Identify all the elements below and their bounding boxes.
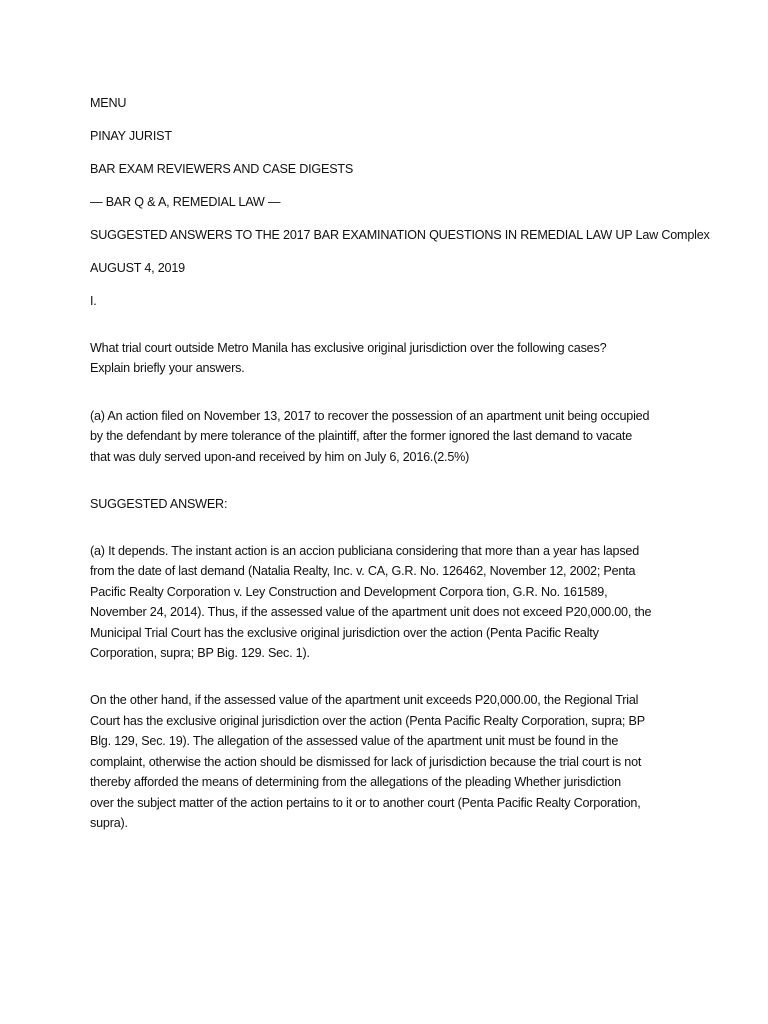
text-line: November 24, 2014). Thus, if the assessed value of the apartment unit does not exceed P20,000.00, the [90,605,652,620]
post-title: SUGGESTED ANSWERS TO THE 2017 BAR EXAMINATION QUESTIONS IN REMEDIAL LAW UP Law Complex [90,228,710,242]
text-line: thereby afforded the means of determining from the allegations of the pleading Whether jurisdiction [90,775,621,790]
text-line: by the defendant by mere tolerance of the plaintiff, after the former ignored the last demand to vacate [90,429,633,444]
text-line: Municipal Trial Court has the exclusive original jurisdiction over the action (Penta Pacific Realty [90,625,599,640]
text-line: over the subject matter of the action pertains to it or to another court (Penta Pacific Realty Corporation, [90,795,641,810]
spacer [90,379,690,406]
site-name[interactable]: PINAY JURIST [90,129,172,143]
text-line: What trial court outside Metro Manila has exclusive original jurisdiction over the following cases? [90,341,607,355]
text-line: (a) It depends. The instant action is an accion publiciana considering that more than a year has lapsed [90,544,640,559]
spacer [90,663,690,690]
text-line: On the other hand, if the assessed value of the apartment unit exceeds P20,000.00, the Regional Trial [90,693,639,708]
spacer [90,514,690,541]
section-number: I. [90,294,97,308]
question-intro [90,338,690,379]
answer-paragraph-2 [90,690,690,833]
text-line: (a) An action filed on November 13, 2017 to recover the possession of an apartment unit being occupied [90,408,650,423]
post-date: AUGUST 4, 2019 [90,261,185,275]
text-line: Corporation, supra; BP Big. 129. Sec. 1). [90,646,310,661]
subcategory-link[interactable]: — BAR Q & A, REMEDIAL LAW — [90,195,281,209]
text-line: Pacific Realty Corporation v. Ley Construction and Development Corpora tion, G.R. No. 161589, [90,584,608,599]
answer-label: SUGGESTED ANSWER: [90,497,228,512]
document-page [90,93,710,833]
text-line: supra). [90,815,128,830]
category-link[interactable]: BAR EXAM REVIEWERS AND CASE DIGESTS [90,162,354,176]
text-line: from the date of last demand (Natalia Realty, Inc. v. CA, G.R. No. 126462, November 12, 2002; Penta [90,564,636,579]
text-line: that was duly served upon-and received by him on July 6, 2016.(2.5%) [90,449,470,464]
text-line: Blg. 129, Sec. 19). The allegation of the assessed value of the apartment unit must be found in the [90,734,619,749]
question-item-a [90,406,690,467]
text-line: Explain briefly your answers. [90,361,245,376]
text-line: Court has the exclusive original jurisdiction over the action (Penta Pacific Realty Corporation, supra; BP [90,713,645,728]
spacer [90,311,690,338]
text-line: complaint, otherwise the action should be dismissed for lack of jurisdiction because the trial court is not [90,754,642,769]
menu-link[interactable]: MENU [90,96,127,110]
answer-paragraph-1 [90,541,690,663]
spacer [90,467,690,494]
